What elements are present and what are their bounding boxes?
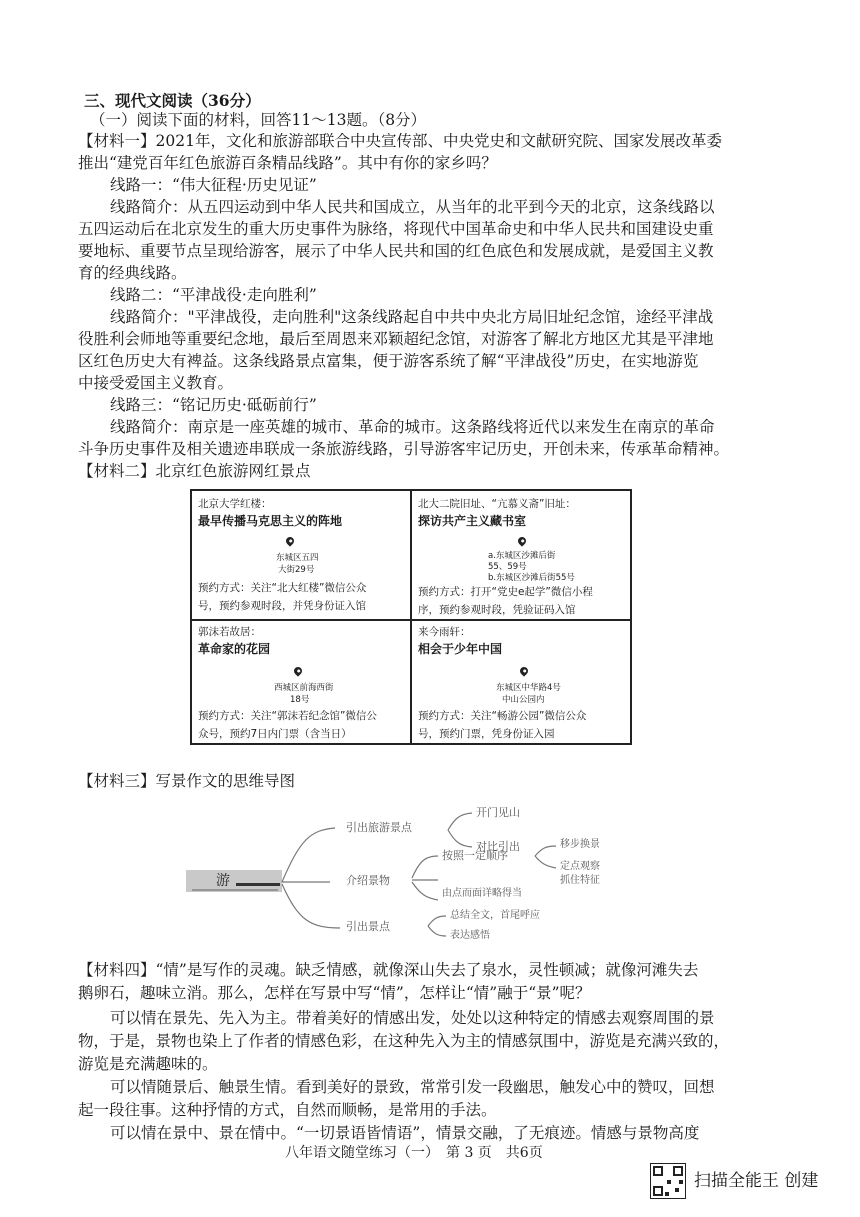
spot-cell-guo-moruo-residence: [198, 625, 404, 741]
mind-map-leaf: 对比引出: [476, 840, 520, 853]
mind-map-subleaf: 移步换景: [560, 839, 600, 850]
spot-slogan: 最早传播马克思主义的阵地: [198, 514, 343, 528]
material4-p2-line3: 游览是充满趣味的。: [78, 1055, 218, 1073]
spot-address-line: 18号: [290, 695, 310, 705]
route1-line4: 育的经典线路。: [78, 264, 187, 282]
section-title: 三、现代文阅读（36分）: [84, 91, 261, 110]
spot-address-line: 东城区中华路4号: [496, 683, 561, 693]
scanner-watermark: 扫描全能王 创建: [694, 1171, 819, 1191]
material4-p3-line2: 起一段往事。这种抒情的方式，自然而顺畅，是常用的手法。: [78, 1101, 497, 1119]
spot-booking-line1: 预约方式：关注“畅游公园”微信公众: [418, 710, 587, 722]
material4-p1-line1: 【材料四】“情”是写作的灵魂。缺乏情感，就像深山失去了泉水，灵性顿减；就像河滩失去: [78, 961, 699, 979]
page-footer: 八年语文随堂练习（一） 第 3 页 共6页: [285, 1145, 543, 1161]
spot-booking-line1: 预约方式：打开“党史e起学”微信小程: [418, 586, 593, 598]
mind-map-branch-1: 引出旅游景点: [346, 821, 412, 834]
spot-name: 北大二院旧址、“亢慕义斋”旧址：: [418, 498, 576, 510]
spot-address-line: 中山公园内: [502, 695, 545, 705]
location-pin-icon: [518, 665, 529, 676]
mind-map-center: 游: [216, 873, 230, 889]
route1-line3: 要地标、重要节点呈现给游客，展示了中华人民共和国的红色底色和发展成就，是爱国主义教: [78, 242, 714, 260]
spot-name: 北京大学红楼：: [198, 498, 272, 510]
spot-address-line: 55、59号: [488, 562, 527, 572]
route2-line4: 中接受爱国主义教育。: [78, 374, 234, 392]
spot-slogan: 革命家的花园: [198, 642, 271, 656]
mind-map-branch-2: 介绍景物: [346, 874, 390, 887]
material3-title: 【材料三】写景作文的思维导图: [78, 772, 296, 790]
mind-map-leaf: 开门见山: [476, 806, 520, 819]
route2-line1: 线路简介："平津战役，走向胜利"这条线路起自中共中央北方局旧址纪念馆，途经平津战: [110, 308, 714, 326]
route2-line2: 役胜利会师地等重要纪念地，最后至周恩来邓颖超纪念馆，对游客了解北方地区尤其是平津地: [78, 330, 714, 348]
location-pin-icon: [284, 535, 295, 546]
spot-slogan: 探访共产主义藏书室: [418, 514, 527, 528]
route2-line3: 区红色历史大有裨益。这条线路景点富集，便于游客系统了解“平津战役”历史，在实地游览: [78, 352, 699, 370]
material4-p3-line1: 可以情随景后、触景生情。看到美好的景致，常常引发一段幽思，触发心中的赞叹，回想: [110, 1078, 715, 1096]
spot-booking-line2: 号，预约门票，凭身份证入园: [418, 728, 555, 740]
mind-map-leaf: 表达感悟: [450, 930, 490, 941]
spot-booking-line2: 号，预约参观时段，并凭身份证入馆: [198, 600, 366, 612]
mind-map-leaf: 由点而面详略得当: [442, 888, 522, 899]
spot-address-line: b.东城区沙滩后街55号: [488, 573, 575, 583]
mind-map: [180, 790, 640, 950]
route1-title: 线路一：“伟大征程·历史见证”: [110, 176, 317, 194]
route3-line2: 斗争历史事件及相关遗迹串联成一条旅游线路，引导游客牢记历史，开创未来，传承革命精神。: [78, 440, 730, 458]
table-divider-vertical: [410, 491, 412, 743]
mind-map-subleaf: 定点观察: [560, 861, 600, 872]
mind-map-leaf: 抓住特征: [560, 875, 600, 886]
material1-intro-line2: 推出“建党百年红色旅游百条精品线路”。其中有你的家乡吗？: [78, 154, 497, 172]
spot-booking-line2: 序，预约参观时段，凭验证码入馆: [418, 604, 576, 616]
route3-line1: 线路简介：南京是一座英雄的城市、革命的城市。这条路线将近代以来发生在南京的革命: [110, 418, 715, 436]
spot-cell-peking-second-yard: [418, 497, 628, 617]
mind-map-leaf: 按照一定顺序: [442, 849, 508, 862]
material4-p2-line2: 物，于是，景物也染上了作者的情感色彩，在这种先入为主的情感氛围中，游览是充满兴致的，: [78, 1032, 730, 1050]
material4-p1-line2: 鹅卵石，趣味立消。那么，怎样在写景中写“情”，怎样让“情”融于“景”呢？: [78, 984, 591, 1002]
section-subtitle: （一）阅读下面的材料，回答11～13题。（8分）: [90, 111, 427, 129]
spot-address-line: a.东城区沙滩后街: [488, 551, 556, 561]
spot-name: 郭沫若故居：: [198, 626, 261, 638]
material2-title: 【材料二】北京红色旅游网红景点: [78, 462, 311, 480]
spot-slogan: 相会于少年中国: [418, 642, 503, 656]
route3-title: 线路三：“铭记历史·砥砺前行”: [110, 396, 317, 414]
spot-name: 来今雨轩：: [418, 626, 471, 638]
location-pin-icon: [516, 535, 527, 546]
spot-booking-line1: 预约方式：关注“郭沫若纪念馆”微信公: [198, 710, 377, 722]
location-pin-icon: [292, 665, 303, 676]
spot-address-line: 大街29号: [278, 565, 315, 575]
table-divider-horizontal: [192, 619, 630, 621]
spot-address-line: 西城区前海西街: [274, 683, 334, 693]
spot-booking-line1: 预约方式：关注“北大红楼”微信公众: [198, 582, 367, 594]
route1-line2: 五四运动后在北京发生的重大历史事件为脉络，将现代中国革命史和中华人民共和国建设史重: [78, 220, 714, 238]
mind-map-branch-3: 引出景点: [346, 920, 390, 933]
material4-p4-line1: 可以情在景中、景在情中。“一切景语皆情语”，情景交融，了无痕迹。情感与景物高度: [110, 1124, 700, 1142]
spot-cell-peking-red-building: [198, 497, 404, 617]
qr-code-icon: [650, 1163, 686, 1199]
spot-address-line: 东城区五四: [276, 553, 319, 563]
spot-booking-line2: 众号，预约7日内门票（含当日）: [198, 728, 352, 740]
material4-p2-line1: 可以情在景先、先入为主。带着美好的情感出发，处处以这种特定的情感去观察周围的景: [110, 1009, 715, 1027]
spot-cell-laijinyu-xuan: [418, 625, 628, 741]
route1-line1: 线路简介：从五四运动到中华人民共和国成立，从当年的北平到今天的北京，这条线路以: [110, 198, 715, 216]
scenic-spots-table: [190, 489, 632, 745]
mind-map-leaf: 总结全文，首尾呼应: [450, 910, 540, 921]
material1-intro-line1: 【材料一】2021年，文化和旅游部联合中央宣传部、中央党史和文献研究院、国家发展改革委: [78, 132, 722, 150]
route2-title: 线路二：“平津战役·走向胜利”: [110, 286, 317, 304]
